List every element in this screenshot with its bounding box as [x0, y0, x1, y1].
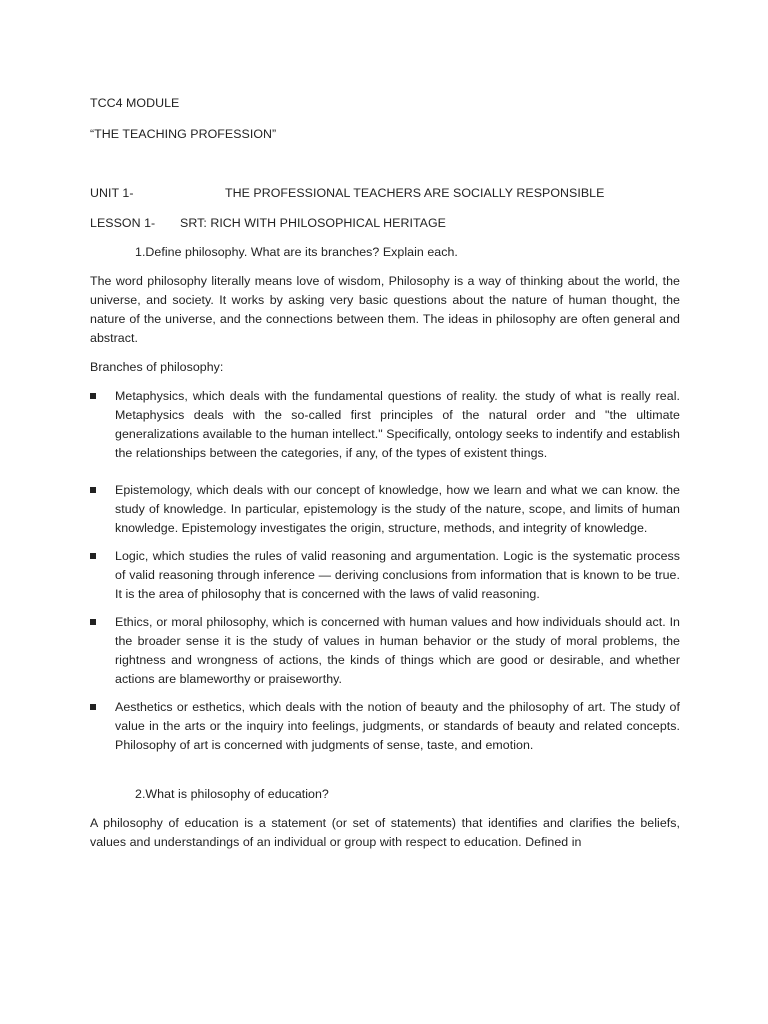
intro-paragraph: The word philosophy literally means love of wisdom, Philosophy is a way of thinking about the world, the universe, and society. It works by asking very basic questions about the nature of human thought, the nature of the universe, and the connections between them. The ideas in philosophy are often general and abstract. — [90, 274, 680, 345]
education-paragraph: A philosophy of education is a statement (or set of statements) that identifies and clarifies the beliefs, values and understandings of an individual or group with respect to education. Defined in — [90, 816, 680, 849]
lesson-title: SRT: RICH WITH PHILOSOPHICAL HERITAGE — [180, 216, 446, 230]
lesson-label: LESSON 1- — [90, 216, 156, 230]
branch-text: Logic, which studies the rules of valid reasoning and argumentation. Logic is the systematic process of valid reasoning through inference — deriving conclusions from information that is known to be true. It is the area of philosophy that is concerned with the laws of valid reasoning. — [115, 549, 680, 601]
document-page — [90, 94, 680, 862]
square-bullet-icon — [90, 553, 96, 559]
square-bullet-icon — [90, 704, 96, 710]
list-item — [90, 387, 680, 463]
question-1: 1.Define philosophy. What are its branches? Explain each. — [135, 245, 458, 259]
square-bullet-icon — [90, 487, 96, 493]
square-bullet-icon — [90, 393, 96, 399]
square-bullet-icon — [90, 619, 96, 625]
branches-heading: Branches of philosophy: — [90, 360, 224, 374]
unit-label: UNIT 1- — [90, 186, 134, 200]
branch-text: Epistemology, which deals with our concept of knowledge, how we learn and what we can know. the study of knowledge. In particular, epistemology is the study of the nature, scope, and limits of human knowledge. Epistemology investigates the origin, structure, methods, and integrity of knowledge. — [115, 483, 680, 535]
branch-text: Aesthetics or esthetics, which deals with the notion of beauty and the philosophy of art. The study of value in the arts or the inquiry into feelings, judgments, or standards of beauty and related concepts. Philosophy of art is concerned with judgments of sense, taste, and emotion. — [115, 700, 680, 752]
list-item — [90, 481, 680, 538]
unit-title: THE PROFESSIONAL TEACHERS ARE SOCIALLY RESPONSIBLE — [225, 186, 605, 200]
unit-heading — [90, 184, 680, 203]
branch-text: Metaphysics, which deals with the fundamental questions of reality. the study of what is really real. Metaphysics deals with the so-called first principles of the natural order and "the ultimate generalizations available to the human intellect." Specifically, ontology seeks to indentify and establish the relationships between the categories, if any, of the types of existent things. — [115, 389, 680, 460]
lesson-heading — [90, 214, 680, 233]
module-subtitle: “THE TEACHING PROFESSION” — [90, 127, 277, 141]
list-item — [90, 547, 680, 604]
list-item — [90, 613, 680, 689]
question-2: 2.What is philosophy of education? — [135, 787, 329, 801]
module-title: TCC4 MODULE — [90, 96, 180, 110]
list-item — [90, 698, 680, 755]
branches-list — [90, 387, 680, 755]
branch-text: Ethics, or moral philosophy, which is concerned with human values and how individuals should act. In the broader sense it is the study of values in human behavior or the study of moral problems, the rightness and wrongness of actions, the kinds of things which are good or desirable, and whether actions are blameworthy or praiseworthy. — [115, 615, 680, 686]
